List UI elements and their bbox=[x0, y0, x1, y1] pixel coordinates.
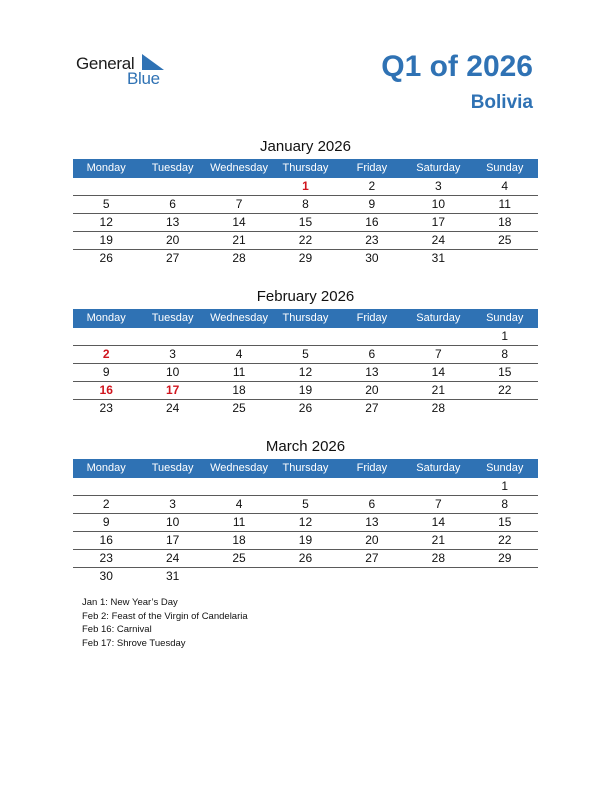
day-cell: 27 bbox=[365, 401, 379, 415]
day-cell: 6 bbox=[169, 197, 176, 211]
weekday-label: Sunday bbox=[486, 162, 524, 174]
day-cell: 23 bbox=[365, 233, 379, 247]
day-cell: 15 bbox=[298, 215, 313, 229]
country-name: Bolivia bbox=[470, 92, 533, 113]
day-cell: 27 bbox=[365, 551, 379, 565]
holiday-note: Jan 1: New Year’s Day bbox=[82, 597, 178, 608]
day-cell: 1 bbox=[501, 329, 509, 343]
weekday-label: Saturday bbox=[416, 312, 461, 324]
week-row bbox=[73, 232, 538, 250]
day-cell bbox=[272, 478, 338, 495]
weekday-header bbox=[73, 309, 538, 328]
day-cell: 12 bbox=[298, 515, 313, 529]
day-cell bbox=[206, 328, 272, 345]
month-calendar-march bbox=[73, 436, 538, 585]
day-cell bbox=[405, 568, 471, 585]
day-cell: 4 bbox=[235, 347, 243, 361]
month-grid bbox=[73, 478, 538, 585]
day-cell: 2 bbox=[102, 497, 110, 511]
day-cell: 18 bbox=[232, 533, 246, 547]
day-cell: 15 bbox=[498, 515, 512, 529]
holiday-note: Feb 2: Feast of the Virgin of Candelaria bbox=[82, 610, 248, 622]
day-cell: 17 bbox=[165, 533, 180, 547]
weekday-label: Tuesday bbox=[151, 462, 194, 474]
day-cell: 7 bbox=[434, 497, 442, 511]
day-cell: 22 bbox=[498, 533, 512, 547]
week-row bbox=[73, 478, 538, 496]
day-cell: 31 bbox=[431, 251, 445, 265]
weekday-header bbox=[73, 159, 538, 178]
weekday-label: Friday bbox=[356, 462, 388, 474]
day-cell: 15 bbox=[498, 365, 512, 379]
day-cell bbox=[139, 478, 205, 495]
day-cell: 1 bbox=[501, 479, 509, 493]
brand-logo bbox=[76, 54, 176, 88]
day-cell: 5 bbox=[302, 347, 309, 361]
brand-word-general: General bbox=[76, 54, 135, 73]
day-cell: 19 bbox=[99, 233, 113, 247]
weekday-label: Sunday bbox=[486, 462, 524, 474]
day-cell: 4 bbox=[235, 497, 243, 511]
day-cell: 11 bbox=[232, 365, 246, 379]
day-cell bbox=[206, 478, 272, 495]
day-cell: 28 bbox=[431, 401, 445, 415]
day-cell bbox=[73, 178, 139, 195]
day-cell: 12 bbox=[298, 365, 313, 379]
day-cell: 17 bbox=[431, 215, 445, 229]
day-cell: 19 bbox=[298, 533, 313, 547]
weekday-header bbox=[73, 459, 538, 478]
day-cell: 3 bbox=[169, 347, 176, 361]
day-cell bbox=[405, 328, 471, 345]
holiday-note: Feb 17: Shrove Tuesday bbox=[82, 637, 186, 649]
weekday-label: Wednesday bbox=[210, 162, 268, 174]
day-cell: 29 bbox=[298, 251, 313, 265]
day-cell: 9 bbox=[368, 197, 376, 211]
day-cell: 20 bbox=[365, 533, 379, 547]
week-row bbox=[73, 178, 538, 196]
day-cell bbox=[339, 328, 405, 345]
day-cell: 4 bbox=[501, 179, 509, 193]
day-cell: 31 bbox=[165, 569, 180, 583]
week-row bbox=[73, 346, 538, 364]
day-cell: 14 bbox=[431, 365, 445, 379]
day-cell bbox=[339, 568, 405, 585]
week-row bbox=[73, 382, 538, 400]
weekday-label: Friday bbox=[356, 312, 388, 324]
week-row bbox=[73, 250, 538, 267]
day-cell bbox=[139, 328, 205, 345]
day-cell: 23 bbox=[99, 551, 113, 565]
day-cell: 5 bbox=[102, 197, 110, 211]
weekday-label: Friday bbox=[356, 162, 388, 174]
day-cell: 6 bbox=[368, 497, 376, 511]
weekday-label: Saturday bbox=[416, 462, 461, 474]
day-cell: 12 bbox=[99, 215, 113, 229]
day-cell: 20 bbox=[165, 233, 180, 247]
day-cell: 7 bbox=[434, 347, 442, 361]
day-cell: 10 bbox=[165, 515, 180, 529]
day-cell bbox=[272, 568, 338, 585]
day-cell: 6 bbox=[368, 347, 376, 361]
day-cell: 9 bbox=[102, 365, 110, 379]
day-cell: 10 bbox=[431, 197, 445, 211]
week-row bbox=[73, 514, 538, 532]
day-cell: 8 bbox=[302, 197, 309, 211]
month-grid bbox=[73, 328, 538, 417]
weekday-label: Saturday bbox=[416, 162, 461, 174]
day-cell bbox=[139, 178, 205, 195]
day-cell: 30 bbox=[99, 569, 113, 583]
weekday-label: Sunday bbox=[486, 312, 524, 324]
week-row bbox=[73, 568, 538, 585]
week-row bbox=[73, 196, 538, 214]
day-cell: 23 bbox=[99, 401, 113, 415]
day-cell: 28 bbox=[431, 551, 445, 565]
holiday-notes bbox=[82, 596, 248, 650]
day-cell bbox=[472, 250, 538, 267]
weekday-label: Wednesday bbox=[210, 312, 268, 324]
day-cell: 26 bbox=[298, 401, 313, 415]
day-cell: 24 bbox=[431, 233, 445, 247]
month-title: January 2026 bbox=[260, 138, 351, 155]
day-cell: 5 bbox=[302, 497, 309, 511]
day-cell: 24 bbox=[165, 551, 180, 565]
week-row bbox=[73, 532, 538, 550]
day-cell: 3 bbox=[169, 497, 176, 511]
day-cell bbox=[472, 568, 538, 585]
weekday-label: Thursday bbox=[282, 312, 329, 324]
day-cell bbox=[405, 478, 471, 495]
day-cell: 29 bbox=[498, 551, 512, 565]
day-cell: 13 bbox=[165, 215, 180, 229]
week-row bbox=[73, 400, 538, 417]
brand-word-blue: Blue bbox=[127, 69, 160, 88]
day-cell: 18 bbox=[232, 383, 246, 397]
weekday-label: Monday bbox=[86, 312, 126, 324]
day-cell: 26 bbox=[298, 551, 313, 565]
day-cell: 2 bbox=[102, 347, 110, 361]
day-cell: 16 bbox=[99, 383, 113, 397]
day-cell: 22 bbox=[298, 233, 313, 247]
day-cell: 30 bbox=[365, 251, 379, 265]
day-cell: 14 bbox=[232, 215, 246, 229]
day-cell: 3 bbox=[434, 179, 442, 193]
day-cell: 16 bbox=[365, 215, 379, 229]
holiday-note: Feb 16: Carnival bbox=[82, 624, 152, 635]
day-cell bbox=[206, 568, 272, 585]
month-calendar-january bbox=[73, 136, 538, 267]
day-cell: 25 bbox=[232, 401, 246, 415]
day-cell: 24 bbox=[165, 401, 180, 415]
day-cell: 18 bbox=[498, 215, 512, 229]
day-cell: 10 bbox=[165, 365, 180, 379]
day-cell: 7 bbox=[235, 197, 243, 211]
day-cell: 28 bbox=[232, 251, 246, 265]
day-cell: 8 bbox=[501, 497, 509, 511]
day-cell: 21 bbox=[431, 383, 445, 397]
day-cell: 13 bbox=[365, 515, 379, 529]
day-cell: 1 bbox=[302, 179, 309, 193]
week-row bbox=[73, 496, 538, 514]
day-cell: 11 bbox=[232, 515, 246, 529]
day-cell bbox=[73, 328, 139, 345]
day-cell: 22 bbox=[498, 383, 512, 397]
day-cell: 14 bbox=[431, 515, 445, 529]
weekday-label: Monday bbox=[86, 162, 126, 174]
month-calendar-february bbox=[73, 286, 538, 417]
day-cell bbox=[339, 478, 405, 495]
day-cell: 16 bbox=[99, 533, 113, 547]
month-grid bbox=[73, 178, 538, 267]
day-cell: 21 bbox=[431, 533, 445, 547]
month-title: March 2026 bbox=[265, 438, 346, 455]
day-cell: 2 bbox=[368, 179, 376, 193]
weekday-label: Monday bbox=[86, 462, 126, 474]
brand-triangle-icon bbox=[142, 54, 164, 70]
weekday-label: Thursday bbox=[282, 462, 329, 474]
day-cell: 21 bbox=[232, 233, 246, 247]
day-cell bbox=[272, 328, 338, 345]
day-cell bbox=[472, 400, 538, 417]
page-title: Q1 of 2026 bbox=[381, 50, 533, 83]
weekday-label: Wednesday bbox=[210, 462, 268, 474]
day-cell: 25 bbox=[498, 233, 512, 247]
day-cell: 17 bbox=[165, 383, 180, 397]
day-cell: 11 bbox=[498, 197, 511, 211]
weekday-label: Tuesday bbox=[151, 162, 194, 174]
day-cell: 9 bbox=[102, 515, 110, 529]
day-cell: 25 bbox=[232, 551, 246, 565]
day-cell: 19 bbox=[298, 383, 313, 397]
week-row bbox=[73, 214, 538, 232]
weekday-label: Thursday bbox=[282, 162, 329, 174]
week-row bbox=[73, 328, 538, 346]
day-cell bbox=[206, 178, 272, 195]
day-cell: 27 bbox=[165, 251, 180, 265]
day-cell: 20 bbox=[365, 383, 379, 397]
month-title: February 2026 bbox=[256, 288, 355, 305]
week-row bbox=[73, 550, 538, 568]
day-cell bbox=[73, 478, 139, 495]
weekday-label: Tuesday bbox=[151, 312, 194, 324]
day-cell: 8 bbox=[501, 347, 509, 361]
day-cell: 13 bbox=[365, 365, 379, 379]
week-row bbox=[73, 364, 538, 382]
day-cell: 26 bbox=[99, 251, 113, 265]
